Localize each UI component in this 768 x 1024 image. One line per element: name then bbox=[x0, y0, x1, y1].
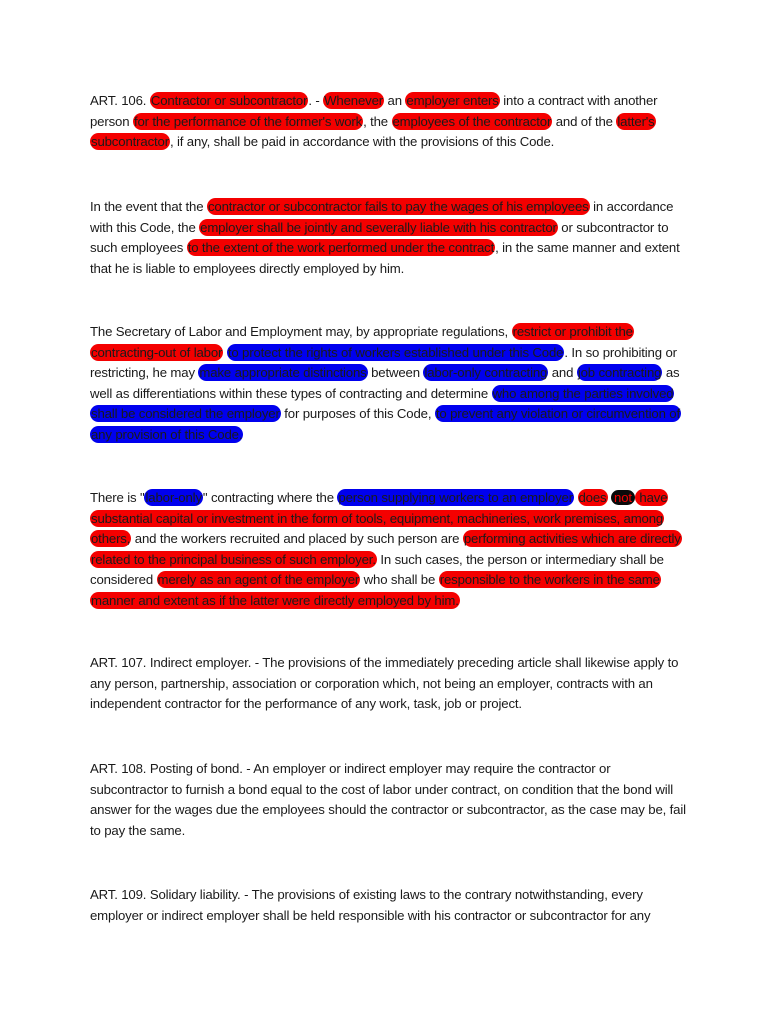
highlight-blue: make appropriate distinctions bbox=[199, 365, 367, 380]
highlight-red: performing activities which are directly related to the principal business of such employer. bbox=[91, 531, 681, 567]
secretary-regulation-paragraph bbox=[90, 322, 690, 445]
labor-only-paragraph bbox=[90, 488, 690, 611]
highlight-black: not bbox=[611, 490, 635, 505]
text: , if any, shall be paid in accordance with the provisions of this Code. bbox=[169, 134, 555, 149]
joint-liability-paragraph bbox=[90, 197, 690, 279]
text: The Secretary of Labor and Employment may, by appropriate regulations, bbox=[90, 324, 512, 339]
highlight-red: for the performance of the former's work bbox=[133, 113, 363, 129]
highlight-blue: to prevent any violation or circumvention of any provision of this Code. bbox=[91, 406, 680, 442]
text: and bbox=[548, 365, 577, 380]
highlight-red: have substantial capital or investment in the form of tools, equipment, machineries, work premises, among others, bbox=[91, 490, 668, 546]
highlight-red: employees of the contractor bbox=[392, 113, 552, 129]
text: and the workers recruited and placed by such person are bbox=[131, 531, 463, 546]
text: " contracting where the bbox=[202, 490, 338, 505]
text bbox=[574, 490, 578, 505]
text: in accordance with this Code, the bbox=[90, 199, 674, 235]
highlight-blue: person supplying workers to an employer bbox=[338, 490, 573, 505]
text: , the bbox=[363, 113, 392, 129]
highlight-red: contractor or subcontractor fails to pay the wages of his employees bbox=[207, 199, 589, 214]
text: There is " bbox=[90, 490, 145, 505]
highlight-red: Whenever bbox=[324, 93, 384, 108]
highlight-red: to the extent of the work performed under the contract bbox=[187, 240, 495, 255]
text: . In so prohibiting or restricting, he may bbox=[90, 344, 677, 380]
highlight-red: restrict or prohibit the contracting-out of labor bbox=[91, 324, 633, 360]
text: who shall be bbox=[360, 572, 439, 587]
art-106-label: ART. 106. bbox=[90, 93, 147, 108]
highlight-blue: labor-only contracting bbox=[424, 365, 548, 380]
text: between bbox=[367, 365, 424, 380]
art-108-paragraph: ART. 108. Posting of bond. - An employer or indirect employer may require the contractor or subcontractor to furnish a bond equal to the cost of labor under contract, on condition that the bond will answer for the wages due the employees should the contractor or subcontractor, as the case may be, fail to pay the same. bbox=[90, 761, 686, 838]
highlight-red: employer shall be jointly and severally liable with his contractor bbox=[200, 219, 557, 235]
highlight-blue: to protect the rights of workers established under this Code bbox=[227, 344, 564, 360]
art-107-paragraph: ART. 107. Indirect employer. - The provisions of the immediately preceding article shall likewise apply to any person, partnership, association or corporation which, not being an employer, contracts with an independent contractor for the performance of any work, task, job or project. bbox=[90, 655, 679, 711]
text: . - bbox=[308, 93, 320, 108]
highlight-red: does bbox=[578, 490, 607, 505]
highlight-blue: labor-only bbox=[145, 490, 202, 505]
highlight-red: latter's subcontractor bbox=[91, 113, 655, 149]
text: , in the same manner and extent that he is liable to employees directly employed by him. bbox=[90, 240, 680, 276]
text: and of the bbox=[552, 113, 617, 129]
highlight-blue: job contracting bbox=[577, 365, 662, 380]
text: In the event that the bbox=[90, 199, 207, 214]
text: an bbox=[384, 93, 406, 108]
art-106-paragraph bbox=[90, 91, 690, 153]
text: into a contract with another person bbox=[90, 93, 658, 129]
highlight-red: responsible to the workers in the same manner and extent as if the latter were directly employed by him. bbox=[91, 572, 660, 608]
highlight-red: Contractor or subcontractor bbox=[150, 93, 308, 108]
text: In such cases, the person or intermediary shall be considered bbox=[90, 551, 664, 587]
text: as well as differentiations within these types of contracting and determine bbox=[90, 365, 680, 401]
text: or subcontractor to such employees bbox=[90, 219, 669, 255]
art-109-paragraph: ART. 109. Solidary liability. - The provisions of existing laws to the contrary notwithstanding, every employer or indirect employer shall be held responsible with his contractor or subcontractor for any bbox=[90, 887, 651, 923]
highlight-red: employer enters bbox=[406, 93, 499, 108]
highlight-red: merely as an agent of the employer bbox=[157, 572, 360, 587]
highlight-blue: who among the parties involved shall be considered the employer bbox=[91, 385, 674, 421]
text: for purposes of this Code, bbox=[280, 406, 435, 421]
